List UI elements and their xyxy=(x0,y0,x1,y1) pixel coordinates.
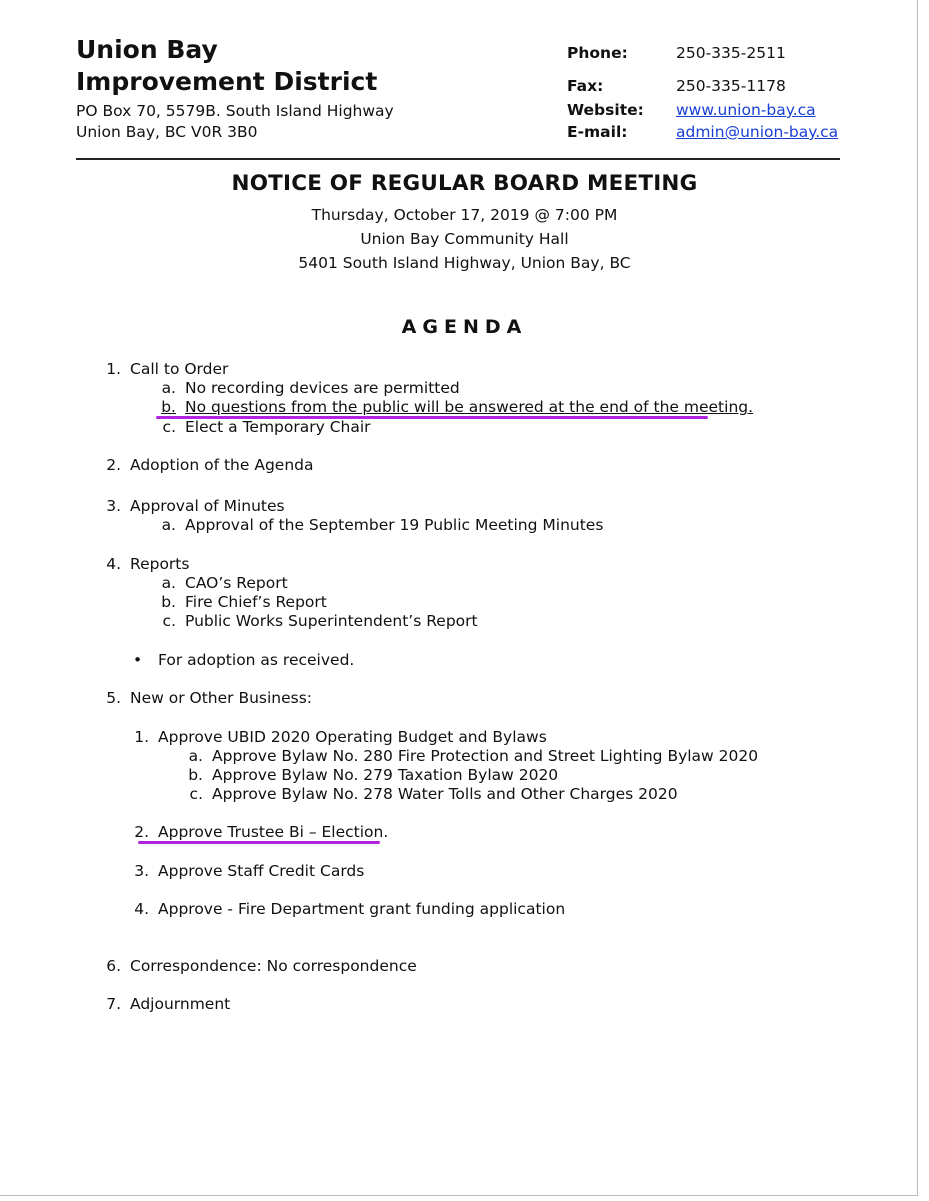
phone-label: Phone: xyxy=(567,44,628,62)
org-name-line1: Union Bay xyxy=(76,35,218,64)
address-line1: PO Box 70, 5579B. South Island Highway xyxy=(76,102,394,120)
agenda-item-5-1a xyxy=(188,747,759,766)
item-letter: a. xyxy=(161,379,176,397)
item-label: Approve Bylaw No. 278 Water Tolls and Other Charges 2020 xyxy=(212,785,678,803)
agenda-item-4-note: For adoption as received. xyxy=(158,651,355,669)
item-label: Approval of the September 19 Public Meeting Minutes xyxy=(185,516,604,534)
agenda-item-4a xyxy=(161,574,288,593)
phone-value: 250-335-2511 xyxy=(676,44,786,62)
fax-label: Fax: xyxy=(567,77,604,95)
bullet-icon: • xyxy=(133,651,143,669)
item-letter: a. xyxy=(161,574,176,592)
item-label: Approve Bylaw No. 280 Fire Protection and Street Lighting Bylaw 2020 xyxy=(212,747,759,765)
agenda-item-5-3 xyxy=(134,862,365,881)
agenda-item-5 xyxy=(106,689,313,708)
agenda-item-1b xyxy=(161,398,754,417)
item-label: CAO’s Report xyxy=(185,574,288,592)
item-letter: b. xyxy=(161,593,176,611)
agenda-item-6 xyxy=(106,957,417,976)
agenda-item-5-4 xyxy=(134,900,566,919)
item-number: 1. xyxy=(134,728,149,746)
meeting-datetime: Thursday, October 17, 2019 @ 7:00 PM xyxy=(311,206,618,224)
item-letter: c. xyxy=(162,418,176,436)
header-divider xyxy=(76,158,840,160)
item-number: 4. xyxy=(106,555,121,573)
agenda-item-2 xyxy=(106,456,314,475)
agenda-item-5-1b xyxy=(188,766,559,785)
item-number: 3. xyxy=(106,497,121,515)
item-label: New or Other Business: xyxy=(130,689,313,707)
agenda-item-5-2 xyxy=(134,823,389,842)
item-label: Fire Chief’s Report xyxy=(185,593,327,611)
item-label: Approval of Minutes xyxy=(130,497,285,515)
item-label: Approve Trustee Bi – Election. xyxy=(158,823,389,841)
agenda-item-1c xyxy=(162,418,371,437)
item-number: 5. xyxy=(106,689,121,707)
item-letter: c. xyxy=(162,612,176,630)
org-name xyxy=(76,34,377,98)
website-link[interactable]: www.union-bay.ca xyxy=(676,101,816,119)
agenda-item-1a xyxy=(161,379,460,398)
org-address xyxy=(76,101,394,143)
item-label: Approve Bylaw No. 279 Taxation Bylaw 2020 xyxy=(212,766,559,784)
agenda-title: AGENDA xyxy=(401,316,528,338)
item-letter: a. xyxy=(188,747,203,765)
item-label: Approve - Fire Department grant funding application xyxy=(158,900,566,918)
agenda-item-7 xyxy=(106,995,231,1014)
agenda-item-3a xyxy=(161,516,604,535)
item-label: No recording devices are permitted xyxy=(185,379,460,397)
highlight-underline xyxy=(138,841,380,844)
address-line2: Union Bay, BC V0R 3B0 xyxy=(76,123,258,141)
agenda-item-4c xyxy=(162,612,478,631)
item-number: 6. xyxy=(106,957,121,975)
agenda-item-3 xyxy=(106,497,285,516)
meeting-venue: Union Bay Community Hall xyxy=(360,230,569,248)
item-label: Elect a Temporary Chair xyxy=(185,418,371,436)
item-label: Approve UBID 2020 Operating Budget and Bylaws xyxy=(158,728,547,746)
item-label: Adjournment xyxy=(130,995,231,1013)
item-letter: b. xyxy=(161,398,176,416)
item-label: Reports xyxy=(130,555,190,573)
item-label: Call to Order xyxy=(130,360,229,378)
fax-value: 250-335-1178 xyxy=(676,77,786,95)
agenda-item-4 xyxy=(106,555,190,574)
email-label: E-mail: xyxy=(567,123,628,141)
item-label: Approve Staff Credit Cards xyxy=(158,862,365,880)
item-label: Adoption of the Agenda xyxy=(130,456,314,474)
notice-title: NOTICE OF REGULAR BOARD MEETING xyxy=(231,171,698,196)
item-label: Correspondence: No correspondence xyxy=(130,957,417,975)
website-label: Website: xyxy=(567,101,644,119)
item-letter: a. xyxy=(161,516,176,534)
meeting-venue-address: 5401 South Island Highway, Union Bay, BC xyxy=(298,254,631,272)
item-number: 3. xyxy=(134,862,149,880)
item-label: Public Works Superintendent’s Report xyxy=(185,612,478,630)
item-number: 2. xyxy=(106,456,121,474)
item-number: 4. xyxy=(134,900,149,918)
agenda-item-5-1 xyxy=(134,728,547,747)
item-number: 1. xyxy=(106,360,121,378)
email-link[interactable]: admin@union-bay.ca xyxy=(676,123,839,141)
org-name-line2: Improvement District xyxy=(76,67,378,96)
item-number: 2. xyxy=(134,823,149,841)
item-letter: b. xyxy=(188,766,203,784)
item-number: 7. xyxy=(106,995,121,1013)
agenda-item-4b xyxy=(161,593,327,612)
agenda-item-1 xyxy=(106,360,229,379)
agenda-item-5-1c xyxy=(189,785,678,804)
item-letter: c. xyxy=(189,785,203,803)
item-label: No questions from the public will be answered at the end of the meeting. xyxy=(185,398,754,416)
